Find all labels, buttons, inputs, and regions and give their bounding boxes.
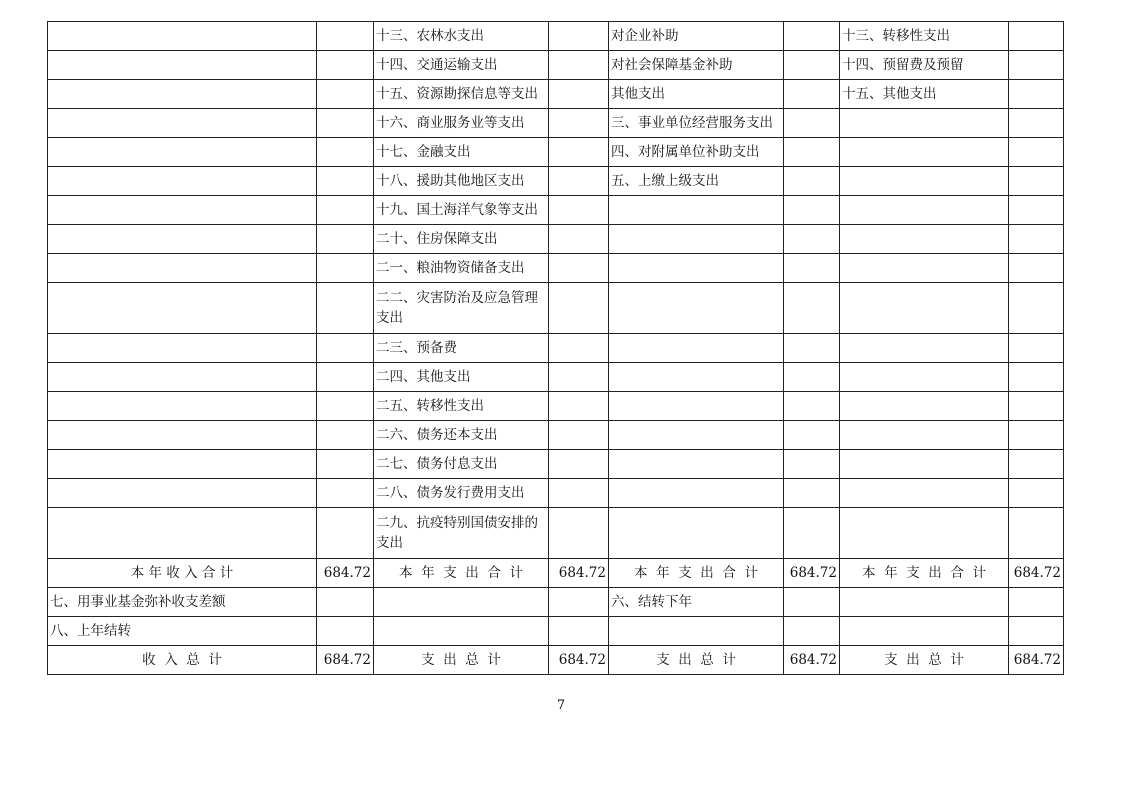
expense-govt-economic-amount-cell — [1009, 225, 1064, 254]
expense-economic-amount-cell — [784, 392, 840, 421]
annual-expense-total-amount: 684.72 — [1009, 559, 1064, 588]
expense-govt-economic-cell: 十三、转移性支出 — [840, 22, 1009, 51]
income-amount-cell — [317, 392, 374, 421]
page-number: 7 — [556, 698, 566, 713]
expense-function-cell: 十五、资源勘探信息等支出 — [374, 80, 549, 109]
expense-function-cell: 十八、援助其他地区支出 — [374, 167, 549, 196]
expense-govt-economic-amount-cell — [1009, 196, 1064, 225]
income-amount-cell — [317, 80, 374, 109]
income-item-cell — [48, 138, 317, 167]
table-row — [48, 450, 1064, 479]
expense-function-amount-cell — [549, 254, 609, 283]
income-item-cell — [48, 450, 317, 479]
expense-economic-amount-cell — [784, 109, 840, 138]
expense-govt-economic-cell — [840, 138, 1009, 167]
income-item-cell — [48, 392, 317, 421]
expense-function-amount-cell — [549, 225, 609, 254]
expense-economic-cell: 对企业补助 — [609, 22, 784, 51]
expense-function-cell: 十七、金融支出 — [374, 138, 549, 167]
expense-function-amount-cell — [549, 392, 609, 421]
annual-expense-total-label: 本 年 支 出 合 计 — [609, 559, 784, 588]
income-item-cell — [48, 421, 317, 450]
income-amount-cell — [317, 167, 374, 196]
expense-function-cell: 二九、抗疫特别国债安排的支出 — [374, 508, 549, 559]
table-row — [48, 588, 1064, 617]
income-amount-cell — [317, 254, 374, 283]
expense-govt-economic-cell — [840, 508, 1009, 559]
expense-economic-amount-cell — [784, 51, 840, 80]
income-amount-cell — [317, 617, 374, 646]
expense-economic-amount-cell — [784, 588, 840, 617]
expense-function-cell: 十九、国土海洋气象等支出 — [374, 196, 549, 225]
grand-expense-total-amount: 684.72 — [549, 646, 609, 675]
expense-govt-economic-cell — [840, 479, 1009, 508]
income-item-cell — [48, 254, 317, 283]
expense-economic-cell: 五、上缴上级支出 — [609, 167, 784, 196]
expense-economic-cell — [609, 392, 784, 421]
income-amount-cell — [317, 283, 374, 334]
income-item-cell — [48, 225, 317, 254]
expense-govt-economic-amount-cell — [1009, 421, 1064, 450]
expense-economic-cell — [609, 254, 784, 283]
expense-economic-amount-cell — [784, 22, 840, 51]
grand-total-row — [48, 646, 1064, 675]
table-row — [48, 22, 1064, 51]
grand-expense-total-amount: 684.72 — [784, 646, 840, 675]
expense-economic-cell — [609, 334, 784, 363]
expense-govt-economic-cell: 十四、预留费及预留 — [840, 51, 1009, 80]
income-amount-cell — [317, 588, 374, 617]
expense-economic-amount-cell — [784, 421, 840, 450]
expense-function-amount-cell — [549, 450, 609, 479]
expense-function-amount-cell — [549, 588, 609, 617]
income-amount-cell — [317, 479, 374, 508]
income-amount-cell — [317, 196, 374, 225]
expense-govt-economic-cell — [840, 167, 1009, 196]
expense-govt-economic-amount-cell — [1009, 138, 1064, 167]
expense-govt-economic-cell — [840, 421, 1009, 450]
expense-govt-economic-amount-cell — [1009, 363, 1064, 392]
grand-expense-total-label: 支 出 总 计 — [840, 646, 1009, 675]
expense-govt-economic-amount-cell — [1009, 254, 1064, 283]
expense-govt-economic-amount-cell — [1009, 450, 1064, 479]
expense-function-amount-cell — [549, 196, 609, 225]
expense-function-amount-cell — [549, 421, 609, 450]
expense-function-cell: 二七、债务付息支出 — [374, 450, 549, 479]
income-item-cell — [48, 167, 317, 196]
table-row — [48, 508, 1064, 559]
expense-govt-economic-cell — [840, 617, 1009, 646]
income-amount-cell — [317, 334, 374, 363]
income-amount-cell — [317, 51, 374, 80]
expense-economic-cell — [609, 508, 784, 559]
income-item-cell — [48, 22, 317, 51]
expense-function-cell: 十四、交通运输支出 — [374, 51, 549, 80]
expense-economic-amount-cell — [784, 254, 840, 283]
expense-economic-cell — [609, 363, 784, 392]
expense-function-cell: 二二、灾害防治及应急管理支出 — [374, 283, 549, 334]
expense-function-amount-cell — [549, 479, 609, 508]
annual-income-total-amount: 684.72 — [317, 559, 374, 588]
income-item-cell — [48, 109, 317, 138]
expense-economic-amount-cell — [784, 334, 840, 363]
expense-economic-cell — [609, 283, 784, 334]
table-row — [48, 617, 1064, 646]
expense-economic-amount-cell — [784, 617, 840, 646]
expense-govt-economic-cell — [840, 109, 1009, 138]
expense-govt-economic-cell — [840, 334, 1009, 363]
expense-govt-economic-cell — [840, 450, 1009, 479]
expense-function-amount-cell — [549, 363, 609, 392]
income-amount-cell — [317, 450, 374, 479]
income-item-cell — [48, 479, 317, 508]
expense-govt-economic-amount-cell — [1009, 80, 1064, 109]
expense-govt-economic-cell — [840, 225, 1009, 254]
expense-economic-cell: 三、事业单位经营服务支出 — [609, 109, 784, 138]
income-item-cell — [48, 51, 317, 80]
income-amount-cell — [317, 109, 374, 138]
annual-income-total-label: 本 年 收 入 合 计 — [48, 559, 317, 588]
table-row — [48, 334, 1064, 363]
expense-govt-economic-cell — [840, 588, 1009, 617]
expense-function-amount-cell — [549, 508, 609, 559]
income-amount-cell — [317, 225, 374, 254]
expense-function-amount-cell — [549, 167, 609, 196]
expense-function-cell: 十三、农林水支出 — [374, 22, 549, 51]
expense-govt-economic-amount-cell — [1009, 51, 1064, 80]
expense-function-cell: 二六、债务还本支出 — [374, 421, 549, 450]
expense-economic-cell: 六、结转下年 — [609, 588, 784, 617]
grand-expense-total-amount: 684.72 — [1009, 646, 1064, 675]
income-item-cell — [48, 196, 317, 225]
expense-function-cell — [374, 617, 549, 646]
table-row — [48, 109, 1064, 138]
income-amount-cell — [317, 508, 374, 559]
expense-function-cell: 二八、债务发行费用支出 — [374, 479, 549, 508]
grand-expense-total-label: 支 出 总 计 — [609, 646, 784, 675]
expense-function-amount-cell — [549, 617, 609, 646]
expense-function-amount-cell — [549, 22, 609, 51]
expense-function-amount-cell — [549, 334, 609, 363]
expense-economic-amount-cell — [784, 138, 840, 167]
table-row — [48, 51, 1064, 80]
table-row — [48, 138, 1064, 167]
annual-expense-total-amount: 684.72 — [784, 559, 840, 588]
income-amount-cell — [317, 363, 374, 392]
expense-economic-amount-cell — [784, 80, 840, 109]
expense-govt-economic-amount-cell — [1009, 283, 1064, 334]
expense-economic-cell — [609, 617, 784, 646]
table-row — [48, 479, 1064, 508]
expense-function-cell: 十六、商业服务业等支出 — [374, 109, 549, 138]
expense-govt-economic-amount-cell — [1009, 22, 1064, 51]
income-item-cell — [48, 283, 317, 334]
budget-summary-table — [47, 21, 1064, 675]
table-row — [48, 254, 1064, 283]
expense-function-amount-cell — [549, 80, 609, 109]
expense-economic-amount-cell — [784, 283, 840, 334]
table-row — [48, 225, 1064, 254]
expense-govt-economic-cell — [840, 254, 1009, 283]
table-row — [48, 363, 1064, 392]
table-row — [48, 392, 1064, 421]
grand-income-total-label: 收 入 总 计 — [48, 646, 317, 675]
expense-govt-economic-amount-cell — [1009, 109, 1064, 138]
income-amount-cell — [317, 138, 374, 167]
expense-economic-cell: 其他支出 — [609, 80, 784, 109]
expense-function-amount-cell — [549, 109, 609, 138]
expense-economic-cell: 对社会保障基金补助 — [609, 51, 784, 80]
expense-function-amount-cell — [549, 283, 609, 334]
expense-govt-economic-amount-cell — [1009, 167, 1064, 196]
table-row — [48, 167, 1064, 196]
expense-govt-economic-amount-cell — [1009, 508, 1064, 559]
expense-economic-amount-cell — [784, 225, 840, 254]
expense-govt-economic-cell — [840, 392, 1009, 421]
expense-economic-cell: 四、对附属单位补助支出 — [609, 138, 784, 167]
income-item-cell: 七、用事业基金弥补收支差额 — [48, 588, 317, 617]
expense-function-cell — [374, 588, 549, 617]
income-item-cell — [48, 80, 317, 109]
annual-expense-total-amount: 684.72 — [549, 559, 609, 588]
grand-expense-total-label: 支 出 总 计 — [374, 646, 549, 675]
expense-economic-cell — [609, 479, 784, 508]
income-item-cell — [48, 363, 317, 392]
expense-govt-economic-cell — [840, 196, 1009, 225]
annual-expense-total-label: 本 年 支 出 合 计 — [840, 559, 1009, 588]
expense-function-amount-cell — [549, 51, 609, 80]
table-row — [48, 283, 1064, 334]
expense-govt-economic-amount-cell — [1009, 479, 1064, 508]
budget-table-container — [47, 21, 1063, 675]
income-amount-cell — [317, 22, 374, 51]
expense-economic-amount-cell — [784, 167, 840, 196]
income-item-cell — [48, 334, 317, 363]
income-item-cell: 八、上年结转 — [48, 617, 317, 646]
expense-function-cell: 二三、预备费 — [374, 334, 549, 363]
table-row — [48, 421, 1064, 450]
expense-function-amount-cell — [549, 138, 609, 167]
expense-govt-economic-cell: 十五、其他支出 — [840, 80, 1009, 109]
expense-economic-cell — [609, 450, 784, 479]
expense-economic-cell — [609, 421, 784, 450]
expense-economic-amount-cell — [784, 363, 840, 392]
expense-govt-economic-cell — [840, 283, 1009, 334]
expense-govt-economic-amount-cell — [1009, 617, 1064, 646]
expense-govt-economic-amount-cell — [1009, 392, 1064, 421]
table-row — [48, 80, 1064, 109]
expense-economic-amount-cell — [784, 479, 840, 508]
expense-economic-cell — [609, 225, 784, 254]
expense-function-cell: 二一、粮油物资储备支出 — [374, 254, 549, 283]
grand-income-total-amount: 684.72 — [317, 646, 374, 675]
income-item-cell — [48, 508, 317, 559]
annual-expense-total-label: 本 年 支 出 合 计 — [374, 559, 549, 588]
annual-total-row — [48, 559, 1064, 588]
table-row — [48, 196, 1064, 225]
expense-economic-amount-cell — [784, 196, 840, 225]
expense-govt-economic-cell — [840, 363, 1009, 392]
expense-economic-cell — [609, 196, 784, 225]
expense-economic-amount-cell — [784, 508, 840, 559]
expense-function-cell: 二五、转移性支出 — [374, 392, 549, 421]
expense-govt-economic-amount-cell — [1009, 588, 1064, 617]
expense-function-cell: 二十、住房保障支出 — [374, 225, 549, 254]
expense-economic-amount-cell — [784, 450, 840, 479]
expense-function-cell: 二四、其他支出 — [374, 363, 549, 392]
income-amount-cell — [317, 421, 374, 450]
expense-govt-economic-amount-cell — [1009, 334, 1064, 363]
